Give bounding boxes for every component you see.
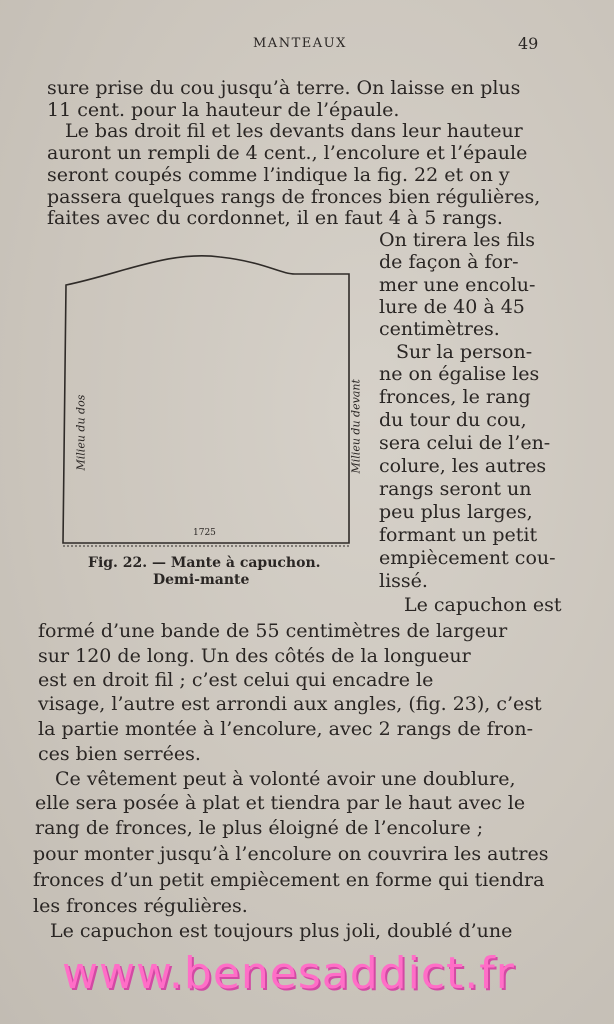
figure-22 [60, 252, 363, 550]
text-line: empiècement cou- [379, 547, 556, 569]
text-line: On tirera les fils [379, 229, 535, 251]
text-line: formant un petit [379, 524, 538, 546]
text-line: seront coupés comme l’indique la fig. 22 et on y [47, 164, 510, 186]
text-line: Le bas droit fil et les devants dans leur hauteur [65, 120, 523, 142]
text-line: fronces d’un petit empiècement en forme qui tiendra [33, 869, 545, 891]
figure-caption: Fig. 22. — Mante à capuchon. [88, 555, 321, 571]
text-line: 11 cent. pour la hauteur de l’épaule. [47, 99, 400, 121]
text-line: auront un rempli de 4 cent., l’encolure et l’épaule [47, 142, 528, 164]
text-line: du tour du cou, [379, 409, 527, 431]
chapter-title: MANTEAUX [253, 36, 347, 51]
text-line: sure prise du cou jusqu’à terre. On laisse en plus [47, 77, 521, 99]
text-line: formé d’une bande de 55 centimètres de largeur [38, 620, 508, 642]
text-line: pour monter jusqu’à l’encolure on couvrira les autres [33, 843, 549, 865]
text-line: lure de 40 à 45 [379, 296, 525, 318]
text-line: passera quelques rangs de fronces bien régulières, [47, 186, 541, 208]
text-line: sur 120 de long. Un des côtés de la longueur [38, 645, 471, 667]
text-line: fronces, le rang [379, 386, 531, 408]
pattern-diagram [60, 252, 356, 550]
measure-label: 1725 [193, 528, 216, 538]
text-line: centimètres. [379, 318, 500, 340]
text-line: colure, les autres [379, 455, 547, 477]
text-line: Le capuchon est toujours plus joli, doublé d’une [50, 920, 513, 942]
text-line: faites avec du cordonnet, il en faut 4 à 5 rangs. [47, 207, 503, 229]
front-center-label: Milieu du devant [349, 379, 363, 474]
text-line: rangs seront un [379, 478, 532, 500]
watermark: www.benesaddict.fr [62, 948, 515, 999]
back-center-label: Milieu du dos [74, 394, 88, 471]
text-line: peu plus larges, [379, 501, 533, 523]
figure-caption-sub: Demi-mante [153, 572, 250, 588]
text-line: visage, l’autre est arrondi aux angles, (fig. 23), c’est [38, 693, 542, 715]
text-line: sera celui de l’en- [379, 432, 551, 454]
text-line: Ce vêtement peut à volonté avoir une doublure, [55, 768, 516, 790]
text-line: lissé. [379, 570, 428, 592]
text-line: la partie montée à l’encolure, avec 2 rangs de fron- [38, 718, 534, 740]
text-line: ces bien serrées. [38, 743, 201, 765]
text-line: Le capuchon est [404, 594, 562, 616]
text-line: de façon à for- [379, 251, 519, 273]
page-number: 49 [518, 34, 539, 53]
text-line: est en droit fil ; c’est celui qui encadre le [38, 669, 434, 691]
text-line: Sur la person- [396, 341, 533, 363]
text-line: ne on égalise les [379, 363, 540, 385]
running-header [0, 34, 614, 56]
text-line: elle sera posée à plat et tiendra par le haut avec le [35, 792, 526, 814]
text-line: rang de fronces, le plus éloigné de l’encolure ; [35, 817, 484, 839]
text-line: les fronces régulières. [33, 895, 248, 917]
text-line: mer une encolu- [379, 274, 536, 296]
pattern-outline [63, 256, 349, 543]
